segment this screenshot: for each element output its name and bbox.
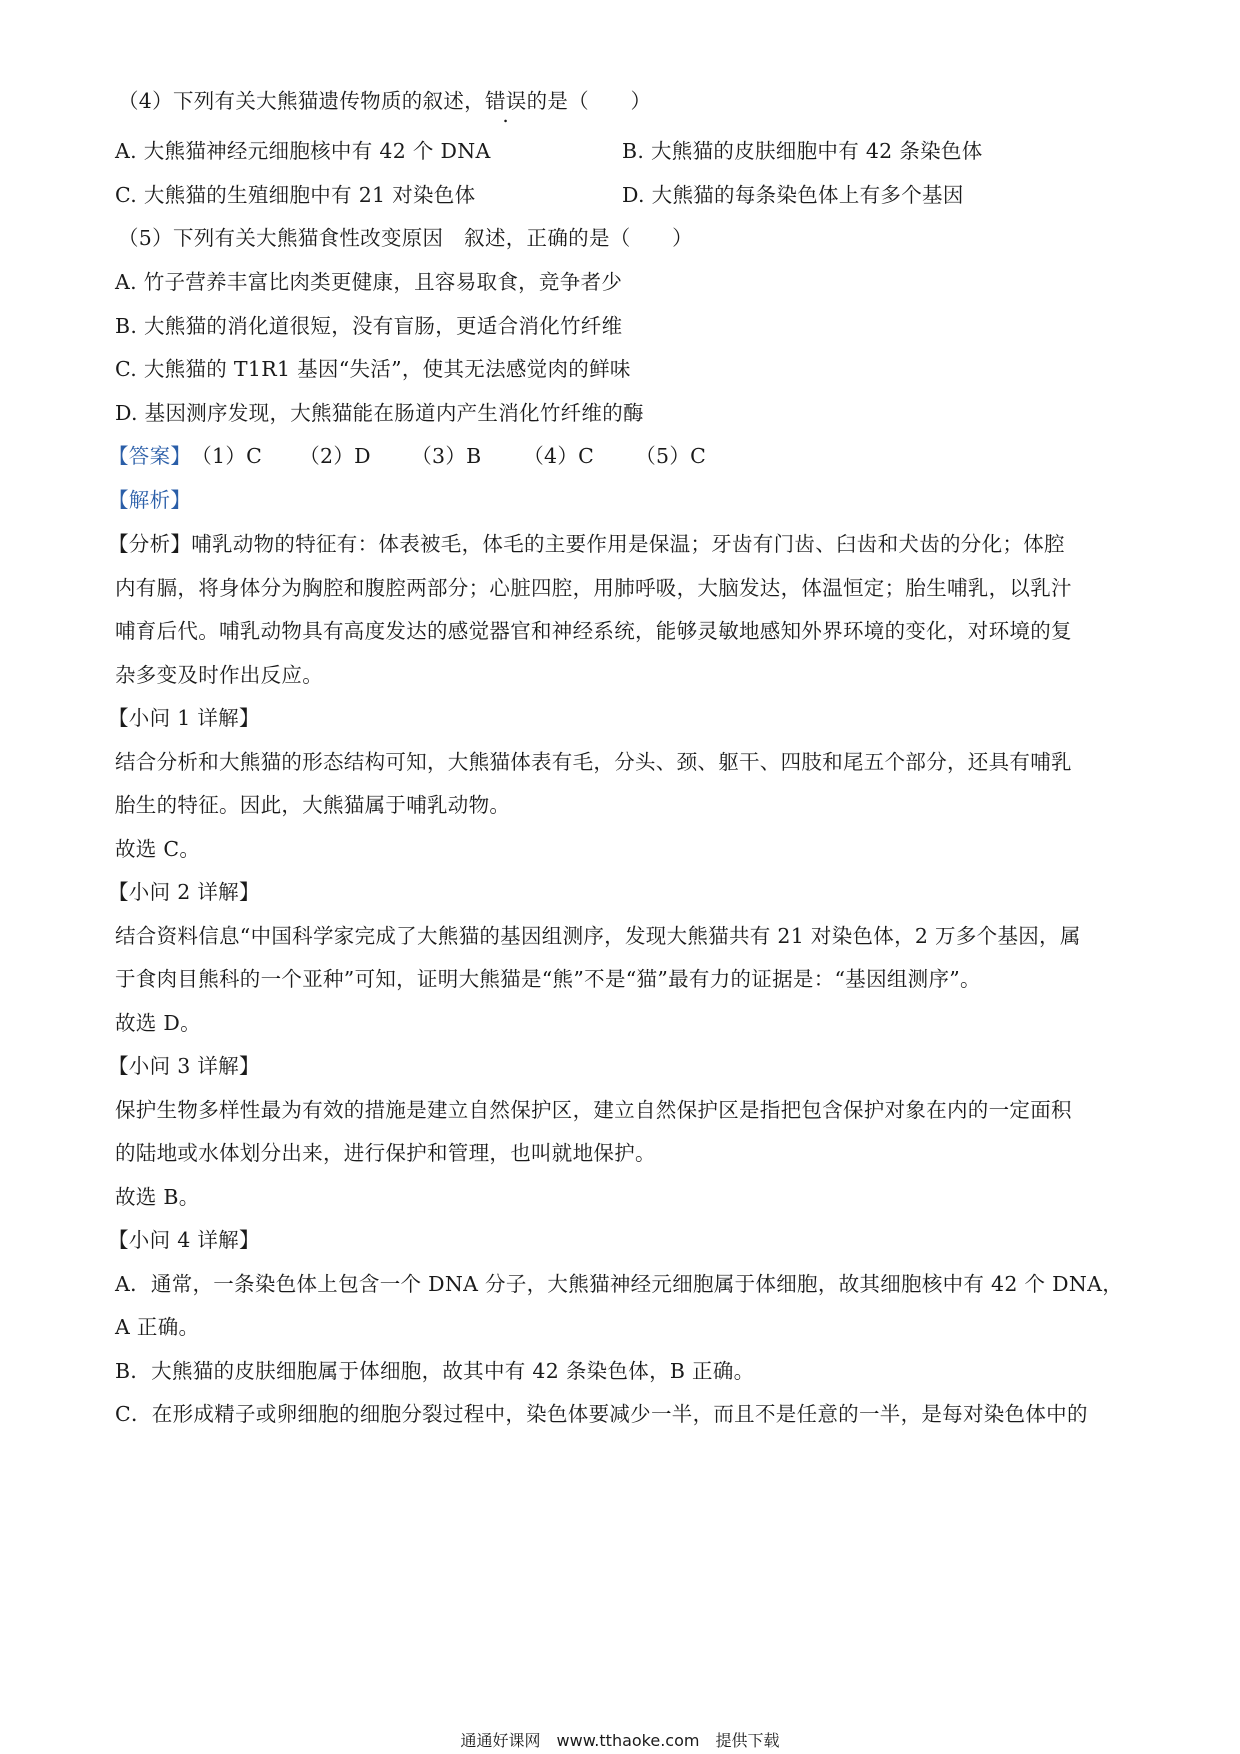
q5-stem: （5）下列有关大熊猫食性改变原因 叙述，正确的是（ ）: [118, 226, 693, 250]
q5-option-d: D. 基因测序发现，大熊猫能在肠道内产生消化竹纤维的酶: [115, 401, 644, 425]
answer-label: 【答案】: [108, 444, 192, 468]
q4-option-c: C. 大熊猫的生殖细胞中有 21 对染色体: [115, 183, 476, 207]
sub3-line-2: 的陆地或水体划分出来，进行保护和管理，也叫就地保护。: [115, 1141, 656, 1165]
analysis-line-3: 哺育后代。哺乳动物具有高度发达的感觉器官和神经系统，能够灵敏地感知外界环境的变化，对环境的复: [115, 619, 1072, 643]
q4-stem-post: 的是（ ）: [526, 89, 652, 113]
answer-item-5: （5）C: [635, 444, 707, 468]
answer-item-1: （1）C: [191, 444, 263, 468]
sub4-a-line-2: A 正确。: [115, 1315, 200, 1339]
q4-stem-pre: （4）下列有关大熊猫遗传物质的叙述，: [118, 89, 485, 113]
analysis-text-1: 哺乳动物的特征有：体表被毛，体毛的主要作用是保温；牙齿有门齿、臼齿和犬齿的分化；体腔: [191, 532, 1065, 556]
q5-option-c: C. 大熊猫的 T1R1 基因“失活”，使其无法感觉肉的鲜味: [115, 357, 631, 381]
answer-row: [108, 441, 706, 471]
q4-option-a: A. 大熊猫神经元细胞核中有 42 个 DNA: [115, 139, 491, 163]
sub4-title: 【小问 4 详解】: [108, 1228, 260, 1252]
analysis-label: 【解析】: [108, 488, 192, 512]
answer-item-4: （4）C: [523, 444, 595, 468]
sub1-title: 【小问 1 详解】: [108, 706, 260, 730]
sub3-choice: 故选 B。: [115, 1185, 200, 1209]
sub1-choice: 故选 C。: [115, 837, 201, 861]
analysis-subtitle: 【分析】: [108, 532, 192, 556]
page-footer: 通通好课网 www.tthaoke.com 提供下载: [460, 1731, 780, 1750]
sub4-a-line-1: A．通常，一条染色体上包含一个 DNA 分子，大熊猫神经元细胞属于体细胞，故其细胞核中有 42 个 DNA，: [115, 1272, 1124, 1296]
answer-item-3: （3）B: [411, 444, 482, 468]
sub4-b-line: B．大熊猫的皮肤细胞属于体细胞，故其中有 42 条染色体，B 正确。: [115, 1359, 755, 1383]
analysis-line-1: [108, 529, 1065, 559]
sub2-title: 【小问 2 详解】: [108, 880, 260, 904]
sub2-line-2: 于食肉目熊科的一个亚种”可知，证明大熊猫是“熊”不是“猫”最有力的证据是：“基因组测序”。: [115, 967, 981, 991]
sub2-line-1: 结合资料信息“中国科学家完成了大熊猫的基因组测序，发现大熊猫共有 21 对染色体，2 万多个基因，属: [115, 924, 1081, 948]
sub3-line-1: 保护生物多样性最为有效的措施是建立自然保护区，建立自然保护区是指把包含保护对象在内的一定面积: [115, 1098, 1072, 1122]
sub4-c-line: C．在形成精子或卵细胞的细胞分裂过程中，染色体要减少一半，而且不是任意的一半，是每对染色体中的: [115, 1402, 1088, 1426]
q4-option-d: D. 大熊猫的每条染色体上有多个基因: [622, 183, 964, 207]
q5-option-a: A. 竹子营养丰富比肉类更健康，且容易取食，竞争者少: [115, 270, 623, 294]
analysis-line-2: 内有膈，将身体分为胸腔和腹腔两部分；心脏四腔，用肺呼吸，大脑发达，体温恒定；胎生哺乳，以乳汁: [115, 576, 1072, 600]
answer-item-2: （2）D: [299, 444, 371, 468]
sub1-line-2: 胎生的特征。因此，大熊猫属于哺乳动物。: [115, 793, 511, 817]
q5-option-b: B. 大熊猫的消化道很短，没有盲肠，更适合消化竹纤维: [115, 314, 623, 338]
q4-stem-emphasis: 错误: [484, 89, 527, 113]
q4-stem: [118, 86, 651, 116]
q4-option-b: B. 大熊猫的皮肤细胞中有 42 条染色体: [622, 139, 983, 163]
sub2-choice: 故选 D。: [115, 1011, 201, 1035]
analysis-line-4: 杂多变及时作出反应。: [115, 663, 323, 687]
sub3-title: 【小问 3 详解】: [108, 1054, 260, 1078]
sub1-line-1: 结合分析和大熊猫的形态结构可知，大熊猫体表有毛，分头、颈、躯干、四肢和尾五个部分，还具有哺乳: [115, 750, 1072, 774]
